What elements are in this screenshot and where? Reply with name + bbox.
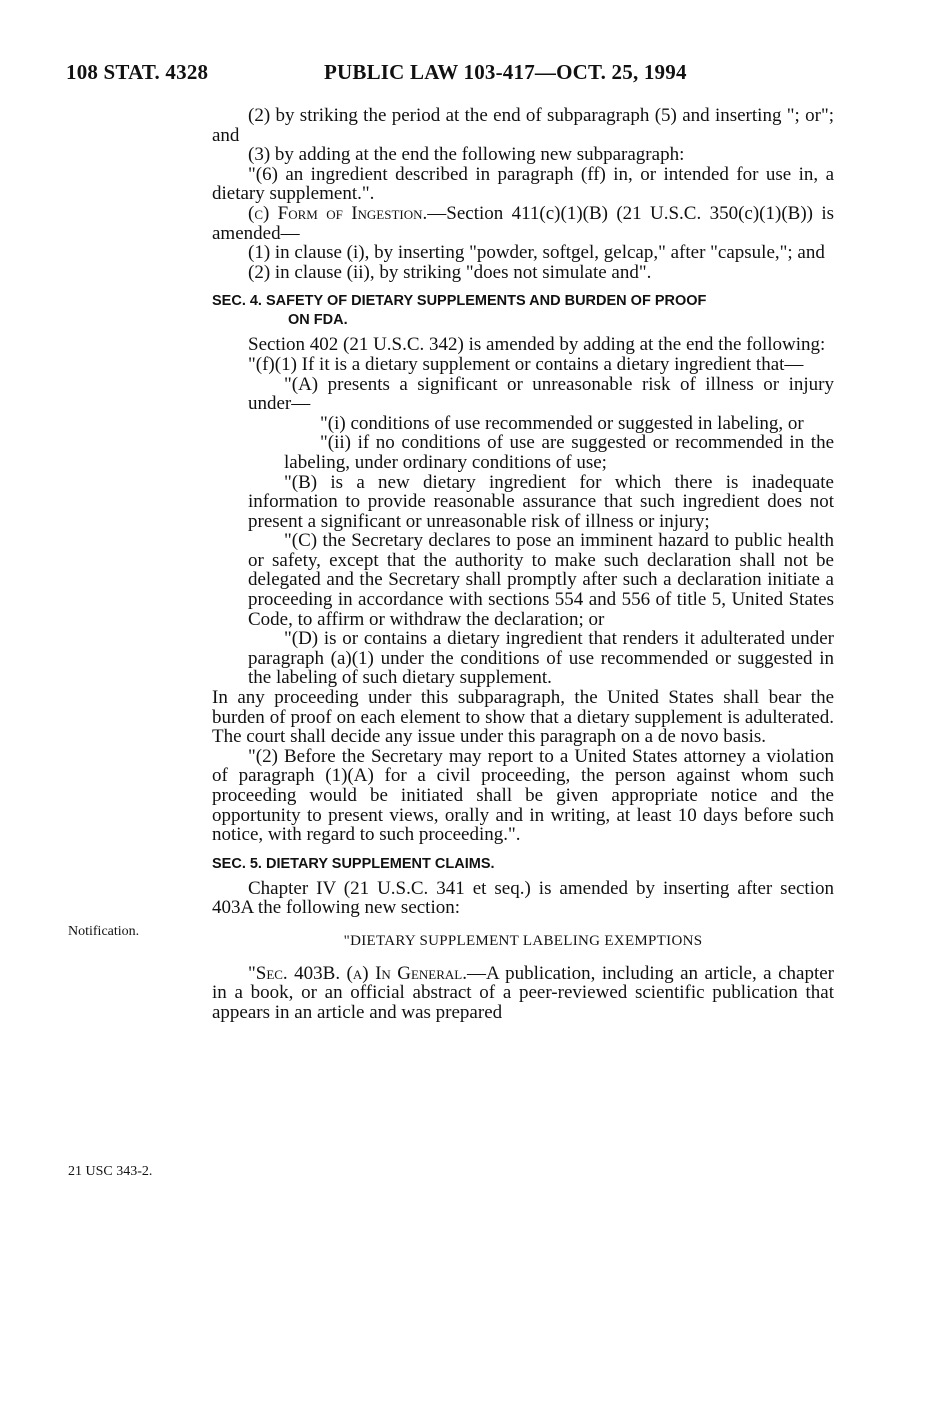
paragraph-text: —Section 411(c)(1)(B) (21 U.S.C. 350(c)(1)(B)) is amended— [212,202,834,244]
paragraph: "(2) Before the Secretary may report to a United States attorney a violation of paragraph (1)(A) for a civil proceeding, the person against whom such proceeding would be initiated shall be given appropriate notice and the opportunity to present views, orally and in writing, at least 10 days before such notice, with regard to such proceeding.". [212,745,834,846]
paragraph: Section 402 (21 U.S.C. 342) is amended by adding at the end the following: [248,334,826,356]
section-heading-5: SEC. 5. DIETARY SUPPLEMENT CLAIMS. [212,855,495,872]
paragraph: "(i) conditions of use recommended or suggested in labeling, or [320,412,804,434]
section-heading-line: ON FDA. [288,312,348,329]
document-body [212,106,834,1022]
paragraph: In any proceeding under this subparagraph, the United States shall bear the burden of proof on each element to show that a dietary supplement is adulterated. The court shall decide any issue under this paragraph on a de novo basis. [212,687,834,748]
paragraph: (1) in clause (i), by inserting "powder, softgel, gelcap," after "capsule,"; and [248,242,825,264]
paragraph: "(C) the Secretary declares to pose an imminent hazard to public health or safety, except that the authority to make such declaration shall not be delegated and the Secretary shall promptly after such a declaration initiate a proceeding in accordance with sections 554 and 556 of title 5, United States Code, to affirm or withdraw the declaration; or [248,530,834,630]
paragraph: "(f)(1) If it is a dietary supplement or contains a dietary ingredient that— [248,353,804,375]
paragraph: "(ii) if no conditions of use are suggested or recommended in the labeling, under ordinary conditions of use; [284,432,834,473]
section-heading-403b: "Sec. 403B. (a) In General. [248,962,467,984]
paragraph: "(D) is or contains a dietary ingredient that renders it adulterated under paragraph (a)(1) under the conditions of use recommended or suggested in the labeling of such dietary supplement. [248,628,834,689]
paragraph: "(A) presents a significant or unreasonable risk of illness or injury under— [248,373,834,415]
paragraph: "(6) an ingredient described in paragraph (ff) in, or intended for use in, a dietary supplement.". [212,163,834,205]
stat-citation: 108 STAT. 4328 [66,60,209,84]
paragraph-text: —A publication, including an article, a chapter in a book, or an official abstract of a peer-reviewed scientific publication that appears in an article and was prepared [212,962,834,1023]
paragraph: (2) by striking the period at the end of subparagraph (5) and inserting "; or"; and [212,105,834,146]
margin-note-notification: Notification. [68,924,140,939]
paragraph [212,964,834,1023]
paragraph [212,204,834,243]
page-header [0,60,945,90]
paragraph: Chapter IV (21 U.S.C. 341 et seq.) is amended by inserting after section 403A the following new section: [212,877,834,919]
paragraph: (2) in clause (ii), by striking "does not simulate and". [248,261,652,283]
section-heading-line: SEC. 4. SAFETY OF DIETARY SUPPLEMENTS AND BURDEN OF PROOF [212,293,707,310]
margin-note-usc: 21 USC 343-2. [68,1164,153,1179]
paragraph: (3) by adding at the end the following new subparagraph: [248,144,685,166]
public-law-citation: PUBLIC LAW 103-417—OCT. 25, 1994 [324,60,687,84]
section-heading-4 [212,292,834,330]
subsection-heading: (c) Form of Ingestion. [248,202,428,224]
paragraph: "(B) is a new dietary ingredient for which there is inadequate information to provide reasonable assurance that such ingredient does not present a significant or unreasonable risk of illness or injury; [248,471,834,532]
section-title: "DIETARY SUPPLEMENT LABELING EXEMPTIONS [343,932,703,949]
